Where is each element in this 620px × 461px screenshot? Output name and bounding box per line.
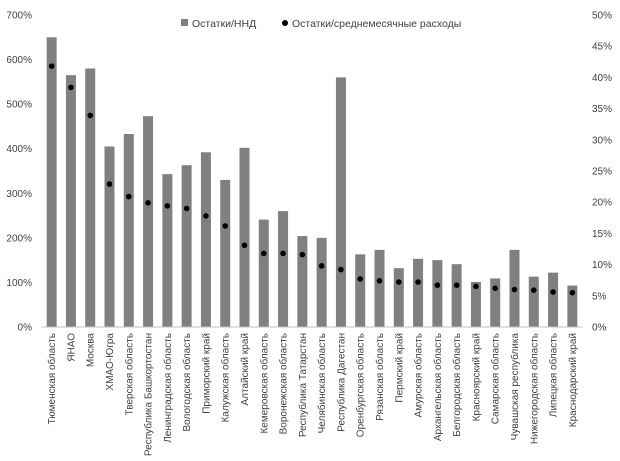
data-point — [357, 276, 363, 282]
bar — [201, 152, 211, 327]
data-point — [512, 287, 518, 293]
left-tick-label: 200% — [6, 233, 32, 245]
data-point — [435, 282, 441, 288]
category-label: ХМАО-Югра — [105, 333, 116, 391]
data-point — [338, 267, 344, 273]
category-label: Нижегородская область — [529, 333, 541, 445]
bar — [278, 211, 288, 327]
data-point — [377, 278, 383, 284]
data-point — [319, 263, 325, 269]
data-point — [145, 200, 151, 206]
data-point — [531, 287, 537, 293]
bar — [162, 174, 172, 327]
bar — [317, 238, 327, 327]
bar — [529, 277, 539, 327]
data-point — [396, 279, 402, 285]
category-label: Амурская область — [413, 333, 425, 418]
data-point — [261, 251, 267, 257]
data-point — [203, 213, 209, 219]
data-point — [222, 223, 228, 229]
category-label: Архангельская область — [432, 333, 444, 442]
right-tick-label: 50% — [592, 10, 613, 22]
category-label: Рязанская область — [375, 333, 386, 421]
right-tick-label: 5% — [592, 291, 607, 303]
left-tick-label: 400% — [6, 144, 32, 156]
right-tick-label: 10% — [592, 260, 613, 272]
data-point — [126, 194, 132, 200]
right-tick-label: 45% — [592, 41, 613, 53]
bar — [259, 220, 269, 327]
data-point — [492, 286, 498, 292]
bar — [394, 268, 404, 327]
category-label: Белгородская область — [452, 332, 464, 437]
bar — [413, 259, 423, 327]
category-label: Кемеровская область — [259, 333, 271, 434]
bar — [432, 260, 442, 327]
bar — [66, 75, 76, 327]
right-tick-label: 40% — [592, 72, 613, 84]
legend-point-label: Остатки/среднемесячные расходы — [292, 18, 462, 30]
data-point — [415, 279, 421, 285]
bar — [355, 254, 365, 327]
legend-bar-swatch — [181, 19, 188, 26]
data-point — [454, 282, 460, 288]
category-labels — [46, 333, 579, 457]
legend-bar-label: Остатки/ННД — [192, 18, 257, 30]
bar — [548, 273, 558, 327]
left-tick-label: 0% — [17, 322, 32, 334]
right-tick-label: 0% — [592, 322, 607, 334]
right-tick-label: 30% — [592, 135, 613, 147]
bar — [143, 116, 153, 327]
category-label: Челябинская область — [317, 333, 329, 434]
category-label: Республика Дагестан — [336, 333, 348, 432]
category-label: Республика Башкортостан — [143, 333, 155, 457]
left-axis — [6, 11, 32, 334]
data-point — [570, 290, 576, 296]
left-tick-label: 600% — [6, 55, 32, 67]
category-label: Краснодарский край — [567, 333, 579, 428]
data-point — [550, 289, 556, 295]
data-point — [473, 284, 479, 290]
right-tick-label: 35% — [592, 104, 613, 116]
data-point — [242, 242, 248, 248]
left-tick-label: 300% — [6, 188, 32, 200]
data-point — [87, 113, 93, 119]
category-label: Липецкая область — [548, 333, 560, 418]
data-point — [184, 206, 190, 212]
category-label: Алтайский край — [240, 333, 251, 406]
bar — [240, 148, 250, 327]
right-axis — [592, 11, 612, 334]
data-point — [280, 251, 286, 257]
category-label: Пермский край — [394, 333, 406, 403]
category-label: Воронежская область — [278, 333, 290, 435]
category-label: ЯНАО — [66, 333, 78, 362]
category-label: Тверская область — [124, 333, 136, 416]
category-label: Самарская область — [490, 333, 502, 425]
data-point — [107, 181, 113, 187]
bar — [124, 134, 134, 327]
bar — [105, 146, 115, 327]
category-label: Оренбургская область — [355, 333, 367, 438]
bar — [336, 77, 346, 327]
bar — [220, 180, 230, 327]
left-tick-label: 500% — [6, 99, 32, 111]
right-tick-label: 15% — [592, 228, 613, 240]
legend — [181, 18, 461, 30]
right-tick-label: 25% — [592, 166, 613, 178]
bar — [85, 68, 95, 327]
bar — [297, 236, 307, 327]
category-label: Калужская область — [220, 333, 232, 423]
bar-series — [47, 37, 578, 327]
legend-point-swatch — [282, 20, 288, 26]
category-label: Чувашская республика — [510, 333, 521, 441]
bar — [375, 250, 385, 327]
category-label: Тюменская область — [47, 333, 59, 425]
category-label: Республика Татарстан — [297, 333, 309, 438]
left-tick-label: 700% — [6, 10, 32, 22]
bar — [452, 264, 462, 327]
category-label: Москва — [85, 333, 97, 368]
data-point — [165, 203, 171, 209]
bar — [47, 37, 57, 327]
category-label: Вологодская область — [182, 333, 194, 432]
data-point — [300, 252, 306, 258]
data-point — [68, 85, 74, 91]
category-label: Приморский край — [201, 333, 213, 414]
left-tick-label: 100% — [6, 277, 32, 289]
category-label: Красноярский край — [471, 333, 483, 422]
bar — [182, 165, 192, 327]
right-tick-label: 20% — [592, 197, 613, 209]
category-label: Ленинградская область — [162, 333, 174, 443]
data-point — [49, 63, 55, 69]
